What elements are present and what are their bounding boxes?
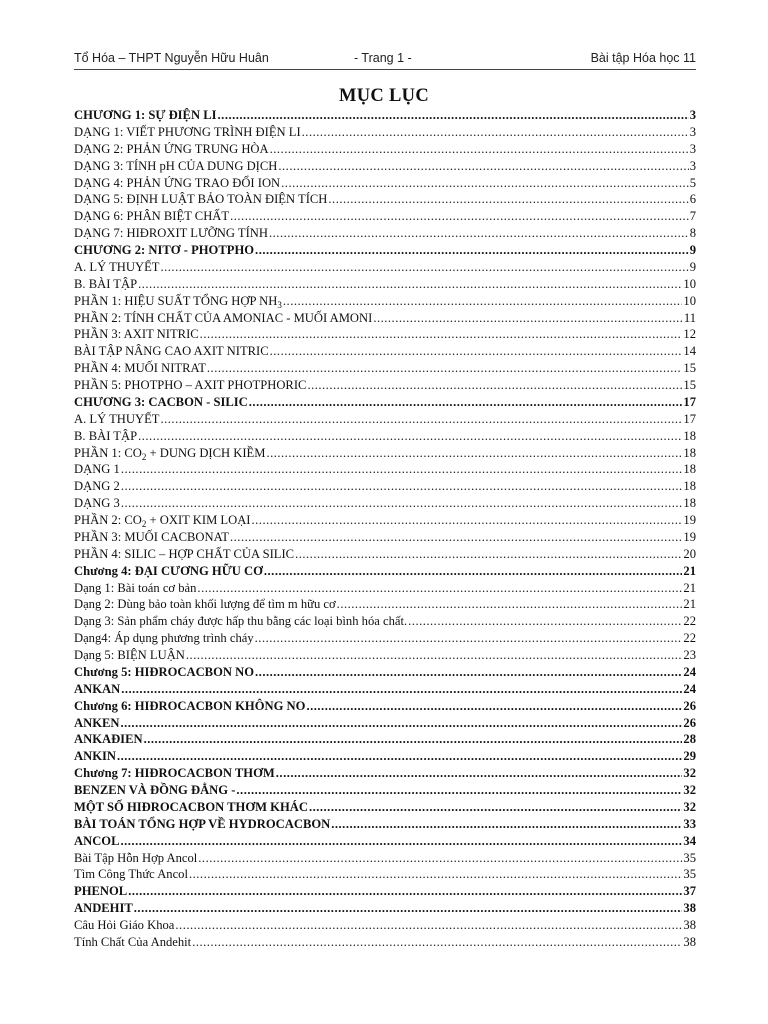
toc-dot-leader (207, 360, 683, 377)
toc-page-number: 21 (683, 580, 696, 595)
toc-entry-title (74, 107, 217, 124)
toc-entry[interactable] (74, 242, 696, 259)
toc-entry[interactable] (74, 613, 696, 630)
toc-entry[interactable] (74, 360, 696, 377)
toc-dot-leader (230, 529, 682, 546)
toc-entry-title (74, 883, 127, 900)
toc-entry-text: Chương 7: HIĐROCACBON THƠM (74, 766, 275, 781)
toc-page-number: 26 (683, 715, 696, 730)
toc-dot-leader (270, 141, 689, 158)
toc-entry-title (74, 225, 268, 242)
toc-entry[interactable] (74, 326, 696, 343)
header-left: Tổ Hóa – THPT Nguyễn Hữu Huân (74, 51, 269, 65)
toc-entry-text: DẠNG 3: TÍNH pH CỦA DUNG DỊCH (74, 158, 278, 173)
toc-page-number: 32 (683, 783, 696, 797)
toc-page-number: 19 (683, 513, 696, 527)
toc-entry-title (74, 664, 254, 681)
toc-entry-text: BÀI TẬP NÂNG CAO AXIT NITRIC (74, 344, 269, 359)
toc-page-number: 18 (683, 479, 696, 494)
toc-page-number: 18 (683, 428, 696, 443)
toc-entry-text: DẠNG 2 (74, 479, 120, 494)
toc-entry[interactable] (74, 461, 696, 478)
toc-page-number: 8 (689, 226, 696, 241)
toc-entry-title (74, 158, 277, 175)
toc-entry[interactable] (74, 208, 696, 225)
toc-dot-leader (328, 191, 688, 208)
toc-entry-title (74, 900, 133, 917)
toc-dot-leader (186, 647, 683, 664)
toc-page-number: 15 (683, 361, 696, 376)
toc-entry[interactable] (74, 124, 696, 141)
toc-page-number: 28 (683, 732, 696, 747)
toc-page-number: 38 (683, 918, 696, 932)
toc-entry[interactable] (74, 377, 696, 394)
toc-entry[interactable] (74, 647, 696, 664)
toc-entry[interactable] (74, 866, 696, 883)
toc-entry-text: ANKAN (74, 681, 121, 696)
toc-entry-text: BENZEN VÀ ĐỒNG ĐẲNG - (74, 783, 236, 797)
toc-entry-title (74, 461, 120, 478)
toc-dot-leader (266, 445, 682, 462)
toc-entry-title (74, 326, 199, 343)
toc-page-number: 10 (683, 293, 696, 308)
toc-entry-text: Chương 5: HIĐROCACBON NO (74, 664, 255, 679)
toc-entry[interactable] (74, 900, 696, 917)
toc-entry-title (74, 310, 372, 327)
toc-entry-title (74, 478, 120, 495)
toc-entry-text: CHƯƠNG 2: NITƠ - PHOTPHO (74, 243, 255, 257)
toc-entry-text: A. LÝ THUYẾT (74, 259, 160, 274)
toc-page-number: 18 (683, 445, 696, 460)
toc-entry[interactable] (74, 596, 696, 613)
toc-entry-title (74, 833, 119, 850)
toc-page-number: 35 (683, 867, 696, 882)
toc-entry-title (74, 917, 174, 934)
toc-dot-leader (281, 175, 689, 192)
toc-dot-leader (120, 715, 682, 732)
toc-page-number: 17 (683, 394, 696, 409)
toc-page-number: 32 (683, 766, 696, 781)
toc-dot-leader (408, 613, 682, 630)
toc-dot-leader (309, 799, 682, 816)
toc-page-number: 7 (689, 209, 696, 224)
toc-entry-subscript: 2 (141, 519, 147, 529)
toc-dot-leader (200, 326, 683, 343)
toc-page-number: 22 (683, 631, 696, 646)
toc-entry[interactable] (74, 816, 696, 833)
toc-entry-title (74, 681, 120, 698)
toc-entry-text: Dạng 1: Bài toán cơ bản (74, 580, 197, 595)
toc-page-number: 3 (689, 158, 696, 173)
toc-entry-text: Chương 6: HIĐROCACBON KHÔNG NO (74, 698, 306, 713)
toc-entry-text: DẠNG 7: HIĐROXIT LƯỠNG TÍNH (74, 226, 268, 241)
toc-entry-title (74, 934, 191, 951)
toc-entry-text: DẠNG 5: ĐỊNH LUẬT BẢO TOÀN ĐIỆN TÍCH (74, 192, 328, 207)
toc-dot-leader (198, 850, 682, 867)
toc-entry-title (74, 360, 206, 377)
header-center: - Trang 1 - (354, 51, 412, 65)
toc-entry[interactable] (74, 259, 696, 276)
toc-dot-leader (283, 293, 683, 310)
toc-entry[interactable] (74, 394, 696, 411)
toc-entry-text: B. BÀI TẬP (74, 428, 138, 443)
toc-page-number: 3 (689, 108, 696, 122)
toc-entry-title (74, 141, 269, 158)
toc-page-number: 34 (683, 833, 696, 848)
toc-entry[interactable] (74, 310, 696, 327)
toc-dot-leader (160, 259, 688, 276)
toc-dot-leader (306, 698, 682, 715)
toc-entry[interactable] (74, 175, 696, 192)
toc-dot-leader (197, 580, 682, 597)
toc-entry[interactable] (74, 698, 696, 715)
toc-dot-leader (337, 596, 683, 613)
toc-entry[interactable] (74, 225, 696, 242)
toc-page-number: 24 (683, 664, 696, 679)
toc-dot-leader (144, 731, 683, 748)
toc-page-number: 10 (683, 276, 696, 291)
toc-entry-text: PHẦN 1: CO (74, 445, 142, 460)
toc-entry[interactable] (74, 715, 696, 732)
table-of-contents (74, 107, 696, 951)
toc-entry-title (74, 208, 229, 225)
toc-entry[interactable] (74, 765, 696, 782)
toc-entry-text: PHẦN 2: CO (74, 513, 142, 527)
toc-dot-leader (134, 900, 683, 917)
toc-entry[interactable] (74, 478, 696, 495)
toc-entry-title (74, 580, 196, 597)
toc-entry-text: Chương 4: ĐẠI CƯƠNG HỮU CƠ (74, 563, 263, 578)
toc-entry[interactable] (74, 833, 696, 850)
toc-page-number: 23 (683, 648, 696, 662)
toc-dot-leader (295, 546, 682, 563)
toc-dot-leader (160, 411, 682, 428)
toc-entry-title (74, 866, 188, 883)
toc-entry-text: DẠNG 1 (74, 462, 120, 477)
toc-entry[interactable] (74, 293, 696, 310)
toc-entry-text: PHẦN 3: MUỐI CACBONAT (74, 529, 229, 544)
toc-entry[interactable] (74, 141, 696, 158)
toc-dot-leader (117, 748, 682, 765)
toc-page-number: 17 (683, 411, 696, 426)
toc-page-number: 35 (683, 850, 696, 865)
toc-entry[interactable] (74, 343, 696, 360)
toc-entry-title (74, 242, 254, 259)
toc-page-number: 15 (683, 378, 696, 392)
toc-entry-text: ANKEN (74, 715, 120, 730)
toc-entry-title (74, 124, 301, 141)
toc-dot-leader (121, 681, 682, 698)
toc-page-number: 3 (689, 141, 696, 156)
toc-dot-leader (218, 107, 689, 124)
toc-entry-text: ANKIN (74, 749, 116, 764)
toc-page-number: 24 (683, 681, 696, 696)
toc-entry[interactable] (74, 782, 696, 799)
toc-entry-title (74, 495, 120, 512)
toc-dot-leader (307, 377, 682, 394)
toc-entry[interactable] (74, 495, 696, 512)
toc-entry-title (74, 731, 143, 748)
toc-dot-leader (138, 276, 682, 293)
toc-dot-leader (121, 461, 683, 478)
toc-entry-title (74, 630, 254, 647)
toc-page-number: 9 (689, 243, 696, 257)
toc-entry-text: Câu Hỏi Giáo Khoa (74, 918, 175, 932)
toc-dot-leader (331, 816, 682, 833)
toc-entry-text: DẠNG 2: PHẢN ỨNG TRUNG HÒA (74, 141, 269, 156)
toc-entry-title (74, 512, 251, 529)
toc-page-number: 32 (683, 799, 696, 814)
toc-dot-leader (278, 158, 688, 175)
toc-entry[interactable] (74, 191, 696, 208)
toc-page-number: 6 (689, 192, 696, 207)
toc-entry-title (74, 799, 308, 816)
toc-entry-text: DẠNG 3 (74, 496, 120, 511)
toc-entry-text: PHẦN 5: PHOTPHO – AXIT PHOTPHORIC (74, 378, 307, 392)
toc-entry[interactable] (74, 276, 696, 293)
toc-entry-text: PHẦN 2: TÍNH CHẤT CỦA AMONIAC - MUỐI AMONI (74, 310, 373, 325)
toc-page-number: 20 (683, 546, 696, 561)
toc-entry-title (74, 596, 336, 613)
toc-entry[interactable] (74, 158, 696, 175)
toc-entry[interactable] (74, 883, 696, 900)
toc-page-number: 19 (683, 529, 696, 544)
toc-dot-leader (264, 563, 683, 580)
toc-page-number: 26 (683, 698, 696, 713)
toc-entry[interactable] (74, 731, 696, 748)
toc-entry-text: Tìm Công Thức Ancol (74, 867, 188, 882)
toc-entry-text: ANDEHIT (74, 901, 133, 916)
toc-entry-text: PHẦN 4: SILIC – HỢP CHẤT CỦA SILIC (74, 546, 295, 561)
toc-page-number: 38 (683, 934, 696, 949)
toc-entry-title (74, 850, 197, 867)
toc-entry[interactable] (74, 512, 696, 529)
toc-dot-leader (276, 765, 683, 782)
toc-entry-text: Dạng 5: BIỆN LUẬN (74, 648, 185, 662)
toc-page-number: 33 (683, 816, 696, 831)
toc-page-number: 22 (683, 614, 696, 629)
toc-entry-text: ANCOL (74, 833, 120, 848)
toc-entry-title (74, 613, 407, 630)
toc-dot-leader (230, 208, 689, 225)
toc-entry-title (74, 293, 282, 310)
toc-page-number: 21 (683, 563, 696, 578)
toc-entry[interactable] (74, 529, 696, 546)
toc-entry-text: Bài Tập Hỗn Hợp Ancol (74, 850, 198, 865)
toc-dot-leader (121, 495, 683, 512)
toc-entry-text: MỘT SỐ HIĐROCACBON THƠM KHÁC (74, 799, 308, 814)
toc-entry[interactable] (74, 664, 696, 681)
toc-entry[interactable] (74, 563, 696, 580)
toc-dot-leader (255, 630, 683, 647)
toc-entry-title (74, 276, 137, 293)
toc-page-number: 12 (683, 327, 696, 342)
toc-entry-title (74, 529, 229, 546)
toc-entry-title (74, 428, 137, 445)
toc-entry[interactable] (74, 546, 696, 563)
toc-entry-subscript: 3 (277, 299, 282, 310)
toc-dot-leader (120, 833, 682, 850)
toc-page-number: 21 (683, 597, 696, 612)
toc-entry-title (74, 765, 275, 782)
toc-entry-title (74, 647, 185, 664)
page-title: MỤC LỤC (339, 86, 429, 106)
toc-entry-title (74, 563, 263, 580)
toc-dot-leader (269, 225, 689, 242)
toc-entry-title (74, 411, 159, 428)
toc-dot-leader (255, 664, 682, 681)
toc-entry-title (74, 546, 294, 563)
toc-entry[interactable] (74, 428, 696, 445)
toc-entry-title (74, 259, 159, 276)
toc-entry-title (74, 782, 235, 799)
toc-dot-leader (192, 934, 682, 951)
toc-page-number: 14 (683, 344, 696, 359)
toc-entry[interactable] (74, 850, 696, 867)
toc-entry[interactable] (74, 630, 696, 647)
toc-page-number: 11 (683, 310, 696, 325)
toc-entry[interactable] (74, 580, 696, 597)
toc-entry-title (74, 715, 119, 732)
toc-entry-text: DẠNG 1: VIẾT PHƯƠNG TRÌNH ĐIỆN LI (74, 124, 301, 139)
toc-dot-leader (121, 478, 683, 495)
toc-page-number: 3 (689, 124, 696, 139)
toc-dot-leader (255, 242, 689, 259)
page-header (74, 49, 696, 70)
toc-dot-leader (138, 428, 682, 445)
toc-entry-text: Dạng 3: Sản phẩm cháy được hấp thu bằng các loại bình hóa chất. (74, 614, 408, 629)
toc-entry-text: PHẦN 4: MUỐI NITRAT (74, 361, 206, 376)
toc-entry-text: Dạng 2: Dùng bảo toàn khối lượng để tìm m hữu cơ (74, 597, 336, 612)
toc-dot-leader (189, 866, 682, 883)
toc-entry-title (74, 445, 265, 462)
toc-page-number: 5 (689, 175, 696, 190)
toc-entry-title (74, 343, 269, 360)
toc-dot-leader (373, 310, 683, 327)
toc-entry-text: ANKAĐIEN (74, 732, 143, 747)
toc-page-number: 37 (683, 884, 696, 899)
toc-dot-leader (175, 917, 682, 934)
header-right: Bài tập Hóa học 11 (590, 51, 696, 65)
toc-entry-text: PHẦN 1: HIỆU SUẤT TỔNG HỢP NH (74, 293, 278, 308)
toc-entry-text-tail: + OXIT KIM LOẠI (146, 513, 251, 527)
toc-entry-text-tail: + DUNG DỊCH KIỀM (146, 445, 266, 460)
toc-entry-text: CHƯƠNG 3: CACBON - SILIC (74, 394, 248, 409)
toc-entry-text: DẠNG 4: PHẢN ỨNG TRAO ĐỔI ION (74, 175, 281, 190)
toc-entry-text: Tính Chất Của Andehit (74, 934, 192, 949)
toc-dot-leader (249, 394, 683, 411)
toc-entry[interactable] (74, 748, 696, 765)
toc-dot-leader (128, 883, 682, 900)
toc-entry[interactable] (74, 681, 696, 698)
toc-dot-leader (302, 124, 689, 141)
toc-entry[interactable] (74, 411, 696, 428)
toc-entry-title (74, 377, 306, 394)
toc-entry-subscript: 2 (141, 451, 147, 462)
toc-page-number: 9 (689, 259, 696, 274)
toc-page-number: 18 (683, 496, 696, 511)
toc-entry-text: Dạng4: Áp dụng phương trình cháy (74, 631, 254, 646)
toc-entry-text: A. LÝ THUYẾT (74, 411, 160, 426)
toc-dot-leader (270, 343, 683, 360)
toc-entry-text: DẠNG 6: PHÂN BIỆT CHẤT (74, 209, 230, 224)
toc-entry-title (74, 191, 327, 208)
toc-page-number: 38 (683, 901, 696, 916)
toc-page-number: 29 (683, 749, 696, 764)
toc-entry-text: BÀI TOÁN TỔNG HỢP VỀ HYDROCACBON (74, 816, 331, 831)
toc-entry[interactable] (74, 799, 696, 816)
toc-entry-text: B. BÀI TẬP (74, 276, 138, 291)
toc-entry-text: PHENOL (74, 884, 128, 899)
toc-entry-title (74, 394, 248, 411)
toc-entry-title (74, 816, 330, 833)
toc-entry-title (74, 698, 305, 715)
toc-entry[interactable] (74, 934, 696, 951)
toc-dot-leader (236, 782, 682, 799)
toc-entry[interactable] (74, 917, 696, 934)
toc-dot-leader (252, 512, 683, 529)
toc-entry-title (74, 175, 280, 192)
toc-entry[interactable] (74, 107, 696, 124)
toc-entry-title (74, 748, 116, 765)
toc-page-number: 18 (683, 462, 696, 477)
toc-entry[interactable] (74, 445, 696, 462)
toc-entry-text: PHẦN 3: AXIT NITRIC (74, 327, 199, 342)
toc-entry-text: CHƯƠNG 1: SỰ ĐIỆN LI (74, 108, 217, 122)
